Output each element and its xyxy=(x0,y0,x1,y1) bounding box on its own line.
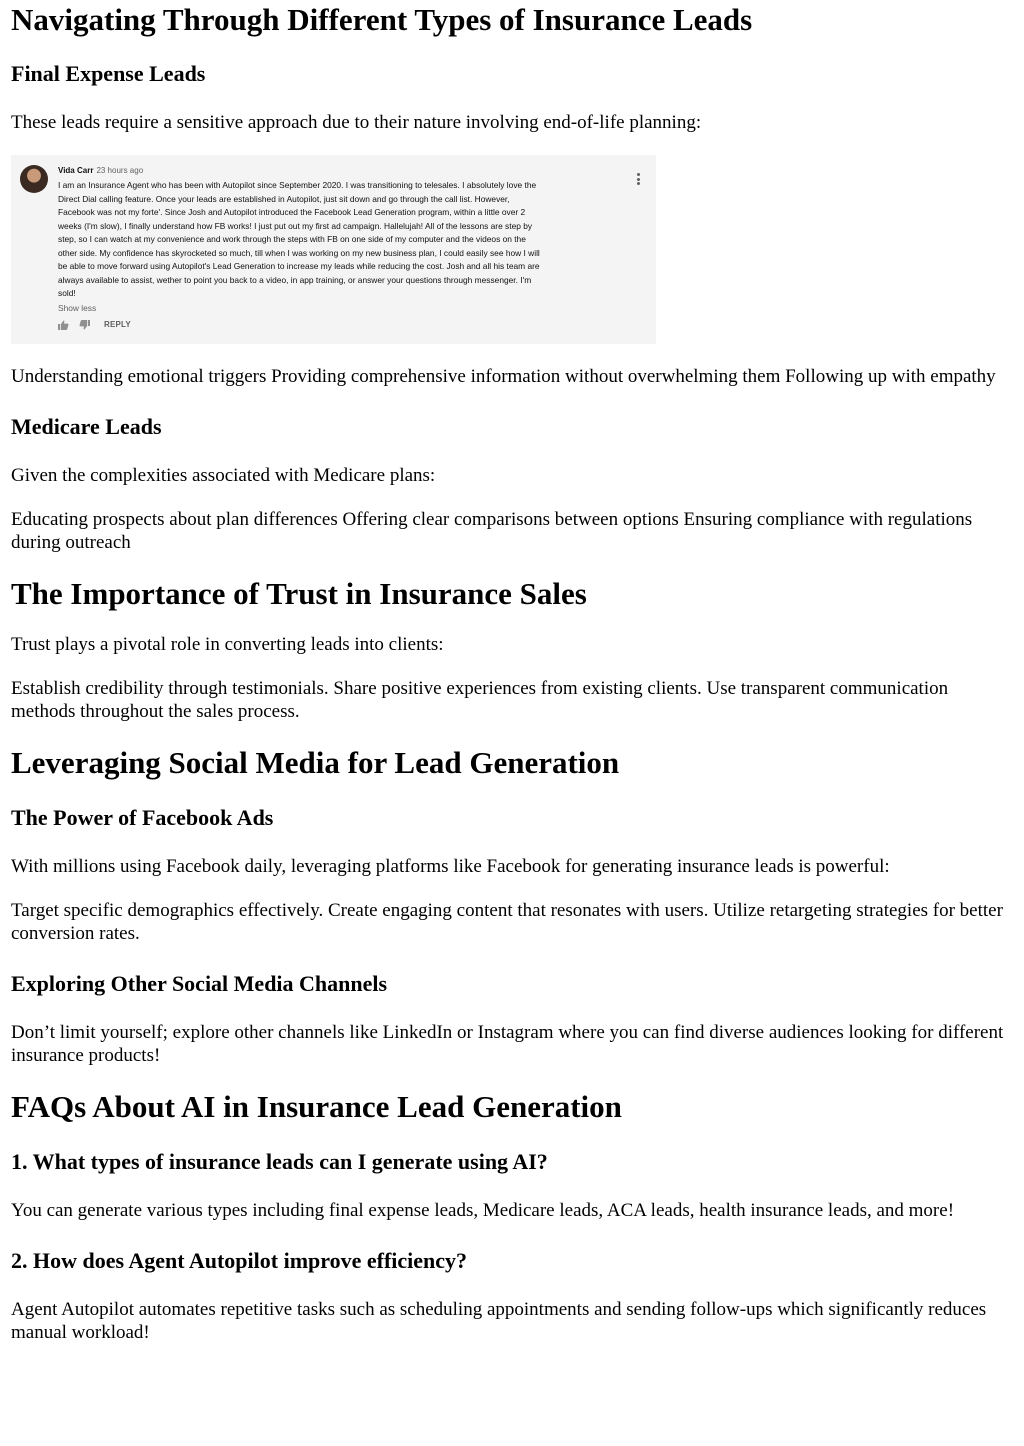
comment-line: always available to assist, wether to point you back to a video, in app training, or answer your questions through messenger. I'm xyxy=(58,274,532,285)
comment-author: Vida Carr xyxy=(58,166,94,175)
paragraph-trust-intro: Trust plays a pivotal role in converting leads into clients: xyxy=(11,634,444,655)
comment-line: weeks (I'm slow), I finally understand how FB works! I just put out my first ad campaign. Hallelujah! All of the lessons are step by xyxy=(58,220,533,231)
testimonial-comment-image xyxy=(11,155,656,344)
thumbs-up-icon xyxy=(58,320,69,330)
comment-line: Direct Dial calling feature. Once your leads are established in Autopilot, just sit down and go through the call list. However, xyxy=(58,193,510,204)
heading-trust: The Importance of Trust in Insurance Sales xyxy=(11,576,587,611)
heading-navigating: Navigating Through Different Types of Insurance Leads xyxy=(11,2,753,37)
comment-line: other side. My confidence has skyrocketed so much, till when I was working on my new business plan, I could easily see how I will xyxy=(58,247,540,258)
comment-line: be able to move forward using Autopilot's Lead Generation to increase my leads while reducing the cost. Josh and all his team are xyxy=(58,261,540,271)
heading-social-media: Leveraging Social Media for Lead Generation xyxy=(11,745,620,780)
comment-actions xyxy=(58,320,628,330)
comment-line: step, so I can watch at my convenience and work through the steps with FB on one side of my computer and the videos on the xyxy=(58,234,526,244)
heading-final-expense: Final Expense Leads xyxy=(11,61,206,86)
comment-line: I am an Insurance Agent who has been with Autopilot since September 2020. I was transitioning to telesales. I absolutely love the xyxy=(58,180,537,190)
heading-medicare: Medicare Leads xyxy=(11,414,162,439)
more-vert-icon xyxy=(637,173,641,187)
paragraph-final-expense-intro: These leads require a sensitive approach due to their nature involving end-of-life planning: xyxy=(11,112,702,133)
reply-button: REPLY xyxy=(104,320,131,329)
paragraph-other-channels: Don’t limit yourself; explore other channels like LinkedIn or Instagram where you can find diverse audiences looking for different insurance products! xyxy=(11,1022,1004,1066)
paragraph-faq-2: Agent Autopilot automates repetitive tasks such as scheduling appointments and sending follow-ups which significantly reduces manual workload! xyxy=(11,1299,987,1343)
comment-line: Facebook was not my forte'. Since Josh and Autopilot introduced the Facebook Lead Generation program, within a little over 2 xyxy=(58,207,526,217)
paragraph-facebook-intro: With millions using Facebook daily, leveraging platforms like Facebook for generating insurance leads is powerful: xyxy=(11,856,890,877)
comment-text xyxy=(58,179,628,301)
paragraph-trust-points: Establish credibility through testimonials. Share positive experiences from existing clients. Use transparent communication methods throughout the sales process. xyxy=(11,678,949,722)
comment-body xyxy=(58,165,628,330)
heading-facebook: The Power of Facebook Ads xyxy=(11,805,274,830)
comment-line: sold! xyxy=(58,288,76,298)
heading-other-channels: Exploring Other Social Media Channels xyxy=(11,971,388,996)
avatar xyxy=(20,165,48,193)
heading-faq-2: 2. How does Agent Autopilot improve efficiency? xyxy=(11,1248,468,1273)
paragraph-facebook-points: Target specific demographics effectively. Create engaging content that resonates with users. Utilize retargeting strategies for better conversion rates. xyxy=(11,900,1003,944)
paragraph-faq-1: You can generate various types including final expense leads, Medicare leads, ACA leads, health insurance leads, and more! xyxy=(11,1200,955,1221)
paragraph-medicare-intro: Given the complexities associated with Medicare plans: xyxy=(11,465,436,486)
comment-time: 23 hours ago xyxy=(96,166,144,175)
paragraph-medicare-points: Educating prospects about plan differences Offering clear comparisons between options Ensuring compliance with regulations during outreach xyxy=(11,509,973,553)
heading-faqs: FAQs About AI in Insurance Lead Generation xyxy=(11,1089,622,1124)
heading-faq-1: 1. What types of insurance leads can I generate using AI? xyxy=(11,1149,548,1174)
comment-header xyxy=(58,165,628,176)
thumbs-down-icon xyxy=(79,320,90,330)
paragraph-final-expense-points: Understanding emotional triggers Providing comprehensive information without overwhelming them Following up with empathy xyxy=(11,366,996,387)
show-less-link: Show less xyxy=(58,302,97,313)
